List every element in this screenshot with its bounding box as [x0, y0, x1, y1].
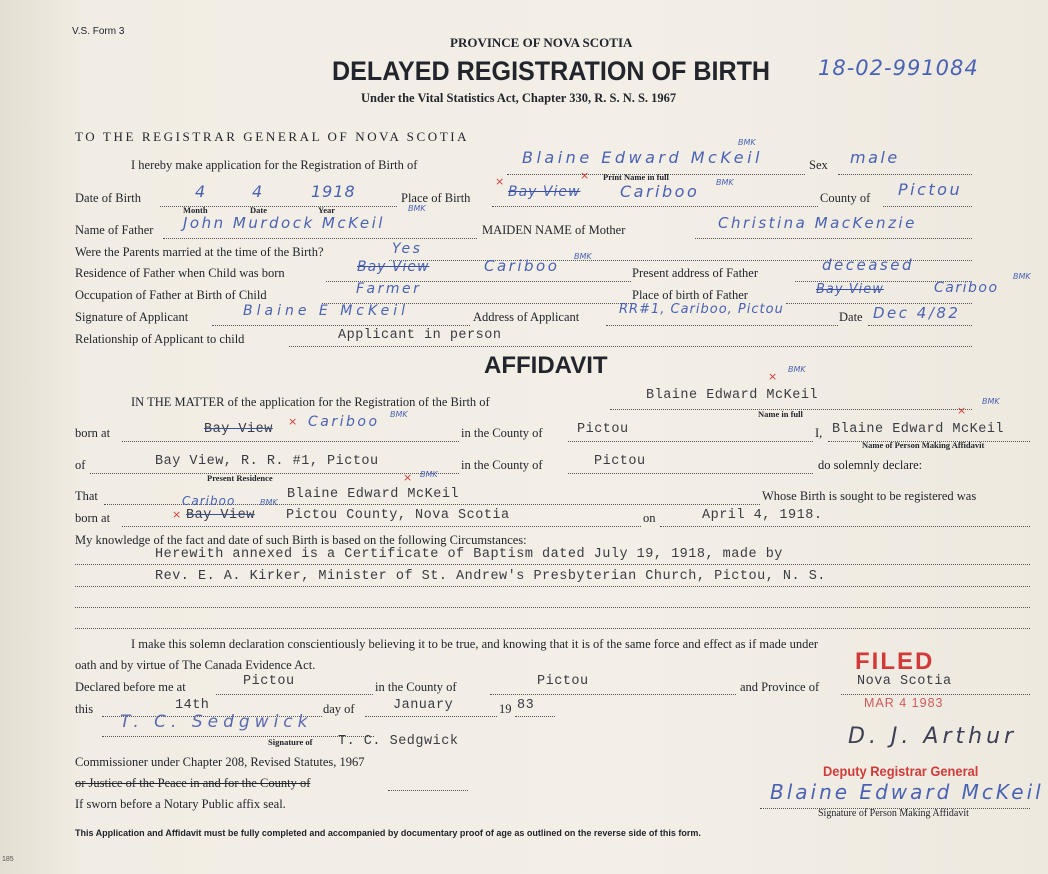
i-label: I, [815, 426, 823, 440]
declaration-2: oath and by virtue of The Canada Evidence Act. [75, 658, 316, 672]
married-label: Were the Parents married at the time of the Birth? [75, 245, 324, 259]
affiant-signature: Blaine Edward McKeil [770, 780, 1044, 804]
circumstance-line-1 [75, 564, 1030, 565]
dob-label: Date of Birth [75, 191, 141, 205]
initials-father: BMK [408, 204, 426, 213]
occupation-label: Occupation of Father at Birth of Child [75, 288, 267, 302]
father-birthplace-struck: Bay View [816, 282, 884, 297]
born-at-struck: Bay View [204, 422, 273, 437]
born-at-hand-2: Cariboo [182, 494, 236, 508]
declared-label: Declared before me at [75, 680, 186, 694]
address-label: Address of Applicant [473, 310, 580, 324]
relationship-value: Applicant in person [338, 328, 502, 343]
county-line [568, 441, 813, 442]
present-addr-label: Present address of Father [632, 266, 759, 280]
commissioner-name: T. C. Sedgwick [338, 734, 459, 749]
mother-line [695, 238, 972, 239]
matter-value: Blaine Edward McKeil [646, 388, 819, 403]
county-line [883, 206, 972, 207]
initials-matter: BMK [788, 365, 806, 374]
page-title: DELAYED REGISTRATION OF BIRTH [332, 56, 771, 86]
father-birthplace-label: Place of birth of Father [632, 288, 748, 302]
correction-mark: × [580, 169, 590, 182]
place-struck: Bay View [508, 184, 581, 200]
in-county-label-2: in the County of [461, 458, 543, 472]
year-prefix: 19 [499, 702, 512, 716]
mother-value: Christina MacKenzie [718, 214, 917, 232]
father-value: John Murdock McKeil [183, 214, 385, 232]
date-value: Dec 4/82 [873, 304, 961, 322]
place-line [492, 206, 818, 207]
born-at-label-2: born at [75, 511, 111, 525]
that-label: That [75, 489, 98, 503]
dob-year: 1918 [311, 182, 356, 201]
residence-label: Residence of Father when Child was born [75, 266, 285, 280]
month-hint: Month [183, 205, 208, 215]
born-at-struck-2: Bay View [186, 508, 255, 523]
registrar-title: Deputy Registrar General [823, 763, 979, 779]
circumstance-1: Herewith annexed is a Certificate of Baptism dated July 19, 1918, made by [155, 547, 783, 562]
mother-label: MAIDEN NAME of Mother [482, 223, 626, 237]
affiant-hint: Name of Person Making Affidavit [862, 440, 985, 450]
present-addr-value: deceased [822, 256, 914, 274]
date-hint: Date [250, 205, 267, 215]
circumstance-line-4 [75, 628, 1030, 629]
year-line [515, 716, 555, 717]
residence-struck: Bay View [357, 259, 430, 275]
correction-mark: × [403, 471, 413, 484]
print-name-hint: Print Name in full [603, 172, 669, 182]
signature-label: Signature of Applicant [75, 310, 189, 324]
initials-that: BMK [420, 470, 438, 479]
correction-mark: × [957, 404, 967, 417]
correction-mark: × [495, 175, 505, 188]
commissioner-label: Commissioner under Chapter 208, Revised Statutes, 1967 [75, 755, 365, 769]
county3-line [490, 694, 736, 695]
province-value: Nova Scotia [857, 674, 952, 689]
county-line-2 [568, 473, 813, 474]
filed-stamp: FILED [855, 648, 935, 675]
in-county-label: in the County of [461, 426, 543, 440]
addressee: TO THE REGISTRAR GENERAL OF NOVA SCOTIA [75, 129, 470, 144]
occupation-value: Farmer [356, 281, 422, 297]
born-at-value-2: Pictou County, Nova Scotia [286, 508, 510, 523]
correction-mark: × [172, 508, 182, 521]
residence-hint: Present Residence [207, 473, 273, 483]
of-label: of [75, 458, 86, 472]
affiant-signature-hint: Signature of Person Making Affidavit [818, 808, 969, 819]
commissioner-hint: Signature of [268, 737, 313, 747]
commissioner-signature: T. C. Sedgwick [120, 712, 313, 732]
signature-line [212, 325, 470, 326]
on-value: April 4, 1918. [702, 508, 823, 523]
born-at-line-2 [122, 526, 641, 527]
on-line [660, 526, 1030, 527]
father-birthplace-value: Cariboo [934, 280, 999, 296]
county3-label: in the County of [375, 680, 457, 694]
declared-line [216, 694, 373, 695]
initials-born-at: BMK [390, 410, 408, 419]
relationship-line [289, 346, 972, 347]
address-value: RR#1, Cariboo, Pictou [619, 302, 784, 317]
place-value: Cariboo [620, 182, 700, 201]
date-line [868, 325, 972, 326]
circumstance-line-3 [75, 607, 1030, 608]
month-line [365, 716, 497, 717]
on-label: on [643, 511, 656, 525]
married-value: Yes [392, 241, 423, 257]
name-value: Blaine Edward McKeil [522, 148, 763, 167]
signature-value: Blaine E McKeil [243, 303, 410, 319]
stamp-date: MAR 4 1983 [864, 696, 944, 710]
date-label: Date [839, 310, 863, 324]
father-line [163, 238, 477, 239]
address-line [606, 325, 838, 326]
name-full-hint: Name in full [758, 409, 803, 419]
day-label: day of [323, 702, 355, 716]
dob-month: 4 [195, 182, 208, 201]
matter-label: IN THE MATTER of the application for the Registration of the Birth of [131, 395, 490, 409]
affidavit-county-value: Pictou [577, 422, 629, 437]
initials-place: BMK [716, 178, 734, 187]
form-number: V.S. Form 3 [72, 26, 125, 37]
year-hint: Year [318, 205, 335, 215]
relationship-label: Relationship of Applicant to child [75, 332, 245, 346]
place-label: Place of Birth [401, 191, 471, 205]
circumstance-2: Rev. E. A. Kirker, Minister of St. Andrew's Presbyterian Church, Pictou, N. S. [155, 569, 826, 584]
father-label: Name of Father [75, 223, 154, 237]
knowledge-label: My knowledge of the fact and date of such Birth is based on the following Circumstances: [75, 533, 527, 547]
initials-affiant: BMK [982, 397, 1000, 406]
day-value: 14th [175, 698, 210, 713]
that-value: Blaine Edward McKeil [287, 487, 460, 502]
correction-mark: × [768, 370, 778, 383]
initials-born-at-2: BMK [260, 498, 278, 507]
footer-code: 185 [2, 856, 14, 863]
born-at-line [122, 441, 459, 442]
initials-name: BMK [738, 138, 756, 147]
circumstance-line-2 [75, 586, 1030, 587]
declaration-1: I make this solemn declaration conscientiously believing it to be true, and knowing that it is of the same force and effect as if made under [131, 637, 819, 651]
subtitle: Under the Vital Statistics Act, Chapter 330, R. S. N. S. 1967 [361, 91, 677, 105]
initials-father-birthplace: BMK [1013, 272, 1031, 281]
county-value: Pictou [898, 180, 963, 199]
province-line [841, 694, 1030, 695]
year-value: 83 [517, 698, 535, 713]
initials-residence: BMK [574, 252, 592, 261]
declare-label: do solemnly declare: [818, 458, 923, 472]
declared-value: Pictou [243, 674, 295, 689]
this-label: this [75, 702, 94, 716]
province-label: and Province of [740, 680, 820, 694]
registration-number: 18-02-991084 [818, 56, 979, 80]
county3-value: Pictou [537, 674, 589, 689]
sex-value: male [850, 148, 900, 167]
sex-label: Sex [809, 158, 828, 172]
residence-value: Cariboo [484, 257, 560, 275]
correction-mark: × [288, 415, 298, 428]
whose-label: Whose Birth is sought to be registered was [762, 489, 977, 503]
born-at-value: Cariboo [308, 414, 380, 430]
dob-date: 4 [252, 182, 265, 201]
notary-label: If sworn before a Notary Public affix seal. [75, 797, 286, 811]
affidavit-county-2: Pictou [594, 454, 646, 469]
month-value: January [393, 698, 454, 713]
footer-note: This Application and Affidavit must be fully completed and accompanied by documentary proof of age as outlined on the reverse side of this form. [75, 828, 701, 838]
affidavit-residence: Bay View, R. R. #1, Pictou [155, 454, 379, 469]
born-at-label: born at [75, 426, 111, 440]
county-label: County of [820, 191, 871, 205]
justice-label: or Justice of the Peace in and for the County of [75, 776, 311, 790]
commissioner-line [102, 736, 374, 737]
province-title: PROVINCE OF NOVA SCOTIA [450, 35, 633, 50]
registrar-signature: D. J. Arthur [848, 724, 1018, 749]
affiant-value: Blaine Edward McKeil [832, 422, 1005, 437]
sex-line [838, 174, 972, 175]
intro-label: I hereby make application for the Registration of Birth of [131, 158, 418, 172]
affidavit-heading: AFFIDAVIT [484, 352, 608, 379]
justice-line [388, 790, 468, 791]
